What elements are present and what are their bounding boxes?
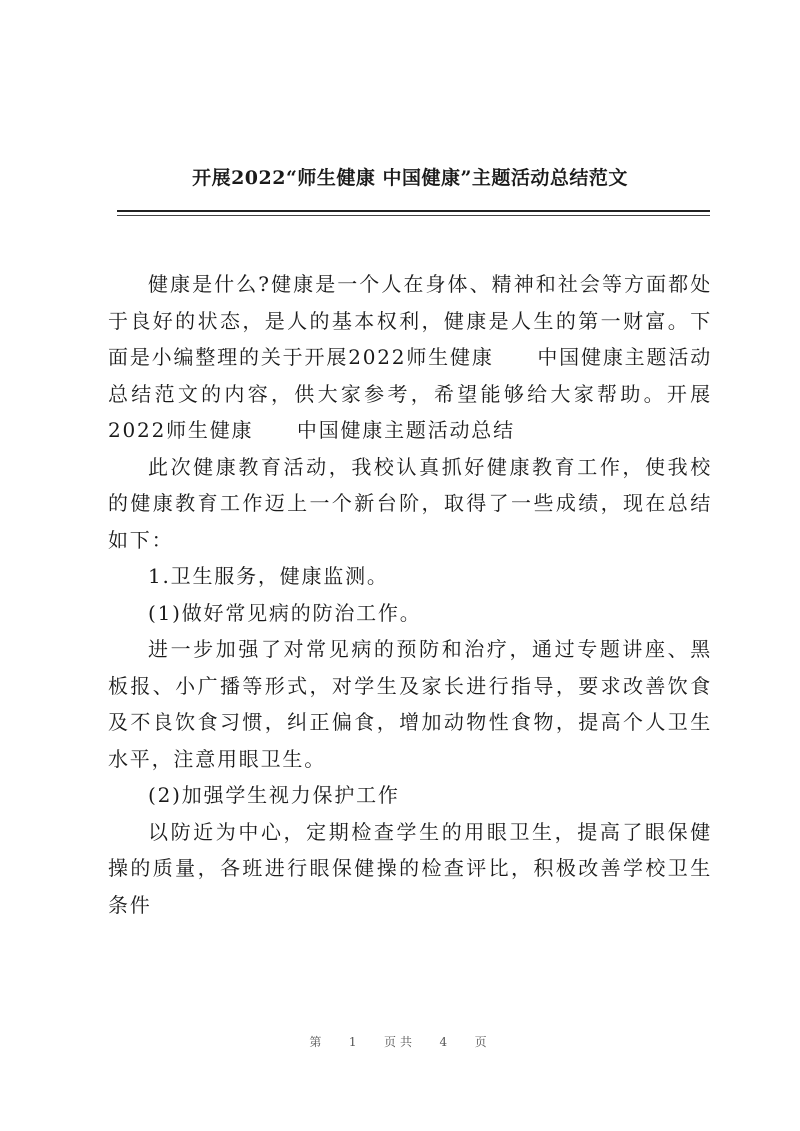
footer-prefix: 第 xyxy=(309,1035,326,1049)
paragraph-summary: 此次健康教育活动，我校认真抓好健康教育工作，使我校的健康教育工作迈上一个新台阶，取得了一些成绩，现在总结如下： xyxy=(108,454,712,552)
footer-suffix: 页 xyxy=(474,1035,491,1049)
section-heading-1: 1.卫生服务，健康监测。 xyxy=(148,564,389,588)
subsection-heading-2: (2)加强学生视力保护工作 xyxy=(148,783,400,807)
footer-middle: 页共 xyxy=(383,1035,416,1049)
document-title: 开展2022“师生健康 中国健康”主题活动总结范文 xyxy=(192,167,628,189)
document-body xyxy=(108,266,712,923)
page-footer xyxy=(0,1033,800,1050)
footer-page-number: 1 xyxy=(348,1035,361,1049)
footer-total-pages: 4 xyxy=(439,1035,452,1049)
paragraph-intro: 健康是什么?健康是一个人在身体、精神和社会等方面都处于良好的状态，是人的基本权利，健康是人生的第一财富。下面是小编整理的关于开展2022师生健康 中国健康主题活动总结范文的内容，供大家参考，希望能够给大家帮助。开展2022师生健康 中国健康主题活动总结 xyxy=(108,272,712,442)
paragraph-vision-protection: 以防近为中心，定期检查学生的用眼卫生，提高了眼保健操的质量，各班进行眼保健操的检查评比，积极改善学校卫生条件 xyxy=(108,819,712,917)
title-divider-thin xyxy=(117,215,710,216)
title-divider xyxy=(117,210,710,212)
subsection-heading-1: (1)做好常见病的防治工作。 xyxy=(148,600,422,625)
paragraph-disease-prevention: 进一步加强了对常见病的预防和治疗，通过专题讲座、黑板报、小广播等形式，对学生及家长进行指导，要求改善饮食及不良饮食习惯，纠正偏食，增加动物性食物，提高个人卫生水平，注意用眼卫生。 xyxy=(108,637,712,771)
